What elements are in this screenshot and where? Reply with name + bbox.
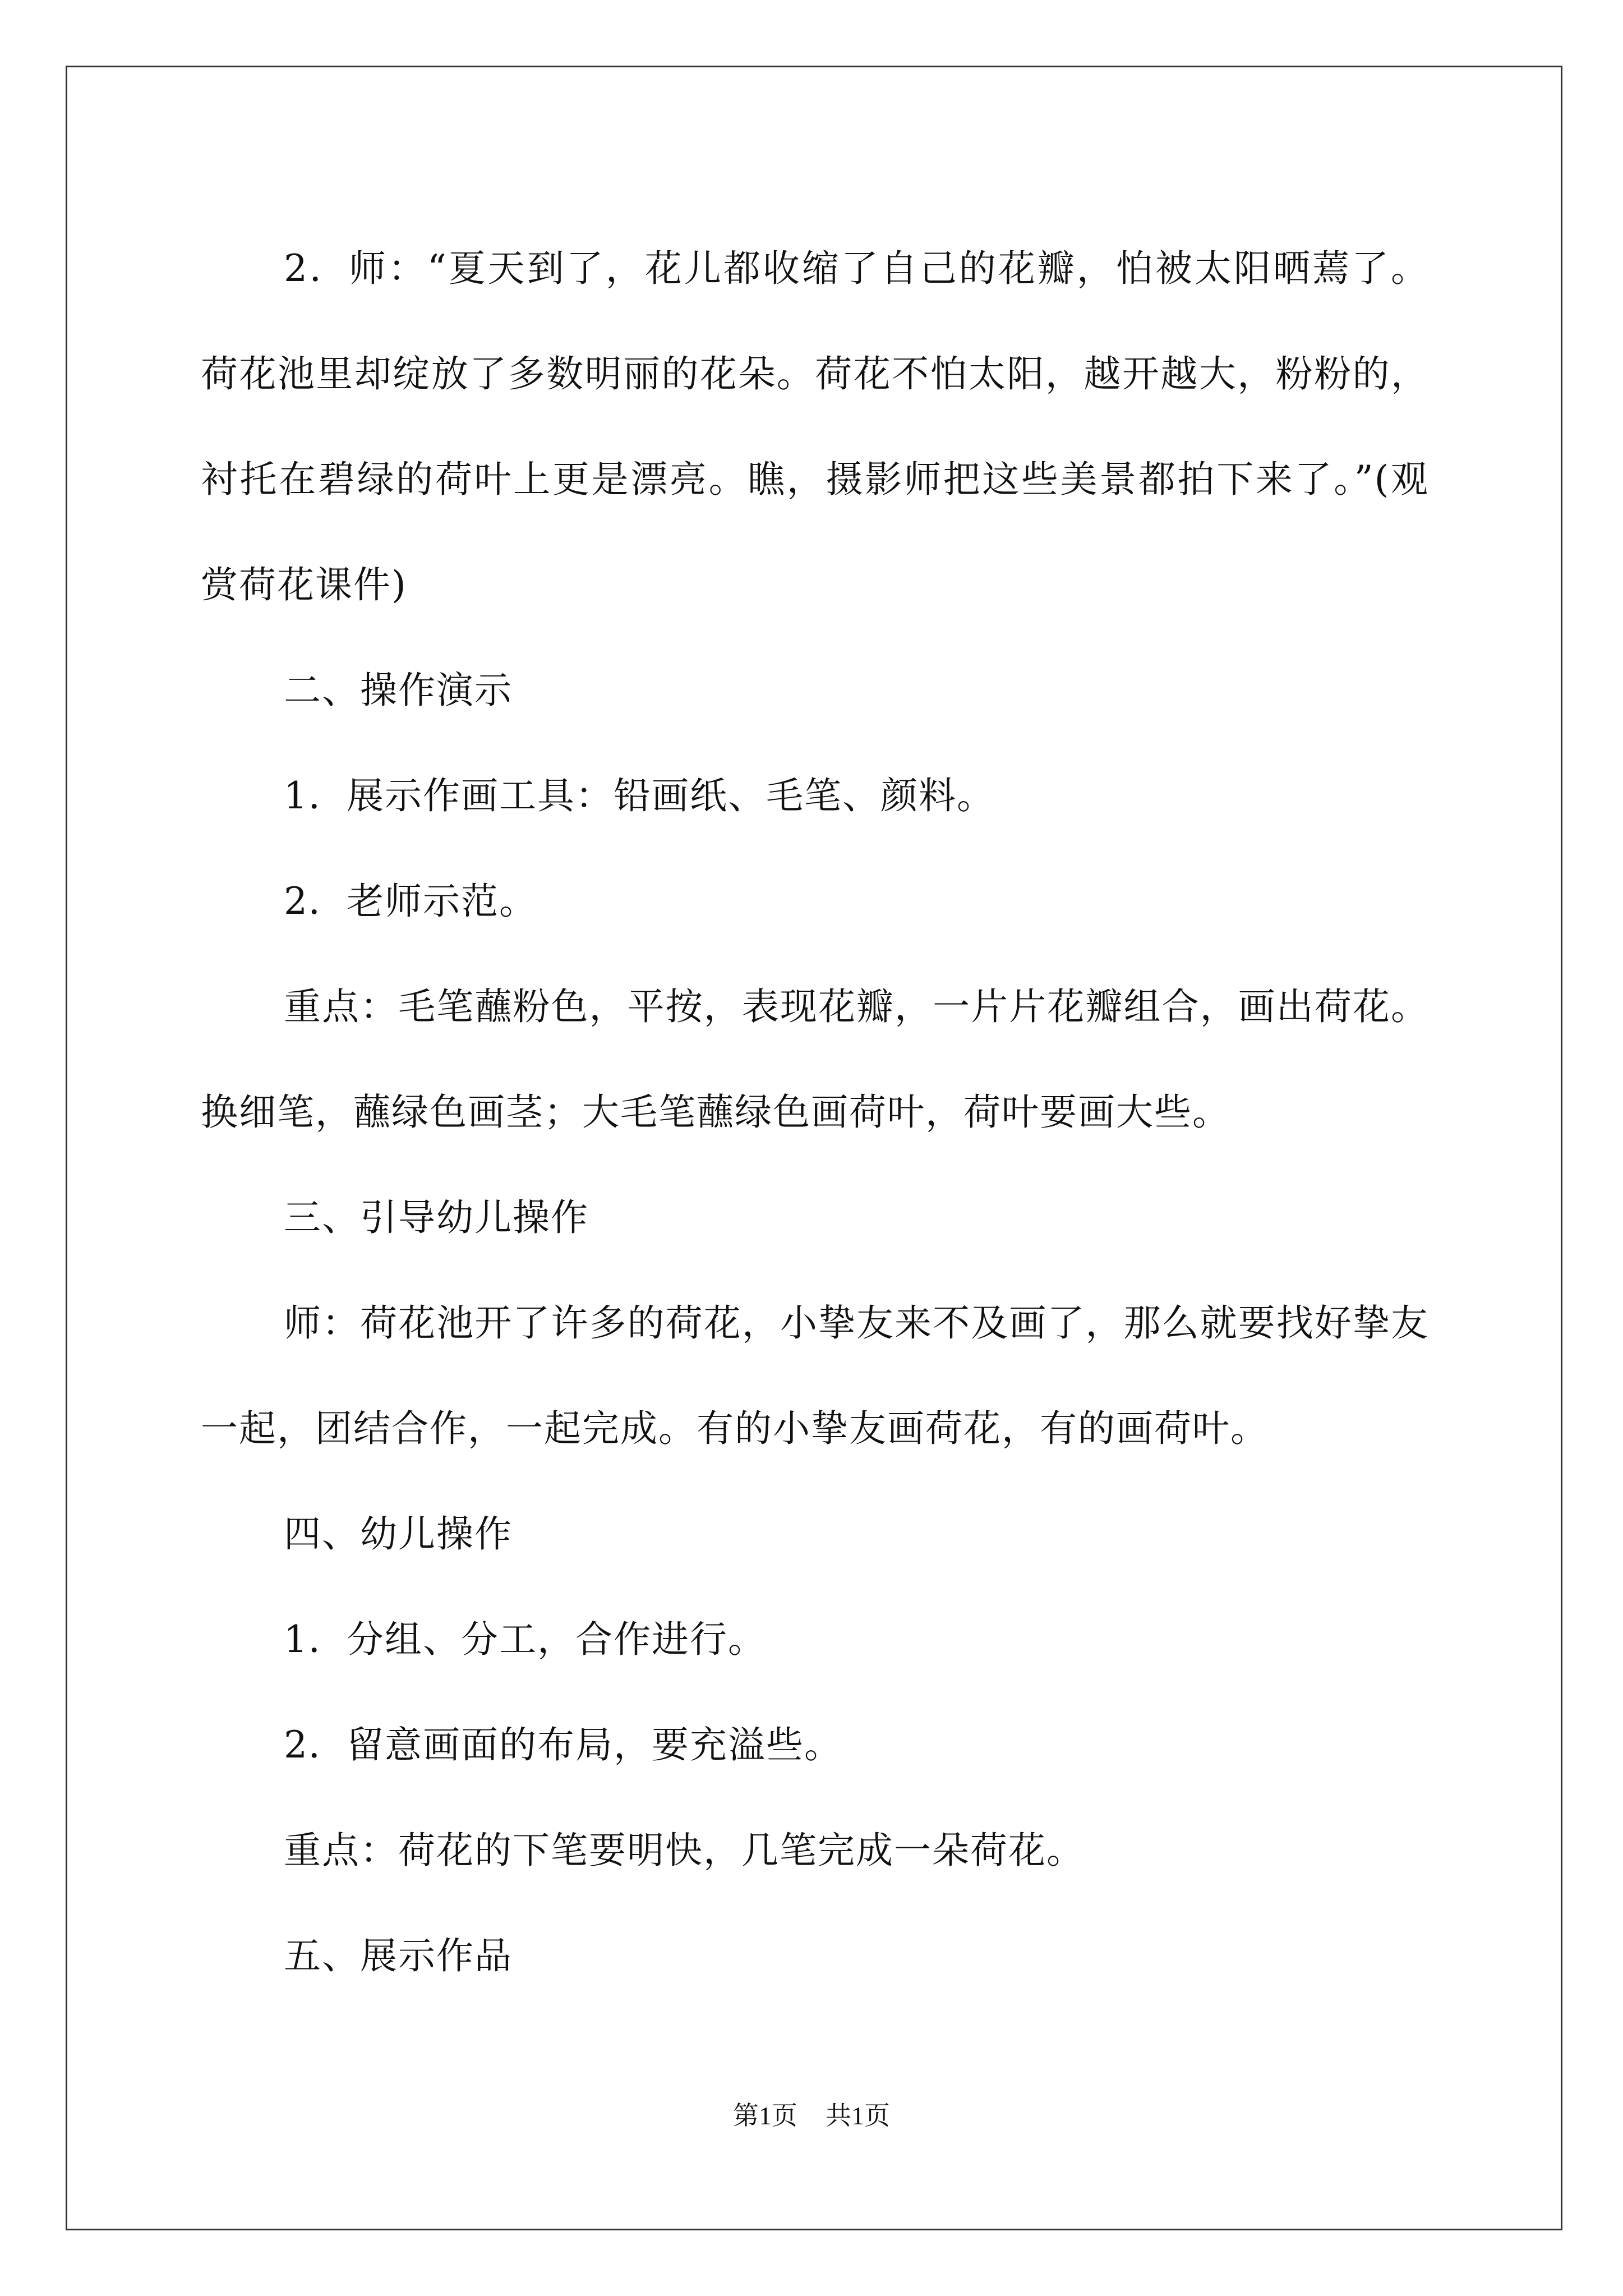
heading-children: 四、幼儿操作 <box>284 1512 513 1556</box>
heading-demo: 二、操作演示 <box>284 669 513 712</box>
paragraph-children-2: 2．留意画面的布局，要充溢些。 <box>284 1723 842 1766</box>
heading-show: 五、展示作品 <box>284 1934 513 1977</box>
document-body <box>201 216 1429 2009</box>
page-number: 第1页 <box>733 2101 797 2130</box>
paragraph-children-key: 重点：荷花的下笔要明快，几笔完成一朵荷花。 <box>284 1829 1085 1872</box>
page-total: 共1页 <box>826 2101 890 2130</box>
paragraph-intro-2: 2．师：“夏天到了，花儿都收缩了自己的花瓣，怕被太阳晒蔫了。荷花池里却绽放了多数明丽的花朵。荷花不怕太阳，越开越大，粉粉的，衬托在碧绿的荷叶上更是漂亮。瞧，摄影师把这些美景都拍下来了。”(观赏荷花课件) <box>201 247 1429 606</box>
paragraph-demo-2: 2．老师示范。 <box>284 880 537 923</box>
paragraph-children-1: 1．分组、分工，合作进行。 <box>284 1618 766 1661</box>
heading-guide: 三、引导幼儿操作 <box>284 1196 589 1239</box>
page-footer <box>0 2099 1623 2133</box>
paragraph-demo-key: 重点：毛笔蘸粉色，平按，表现花瓣，一片片花瓣组合，画出荷花。换细笔，蘸绿色画茎；大毛笔蘸绿色画荷叶，荷叶要画大些。 <box>201 985 1429 1134</box>
paragraph-demo-1: 1．展示作画工具：铅画纸、毛笔、颜料。 <box>284 774 995 817</box>
paragraph-guide: 师：荷花池开了许多的荷花，小挚友来不及画了，那么就要找好挚友一起，团结合作，一起完成。有的小挚友画荷花，有的画荷叶。 <box>201 1301 1429 1450</box>
